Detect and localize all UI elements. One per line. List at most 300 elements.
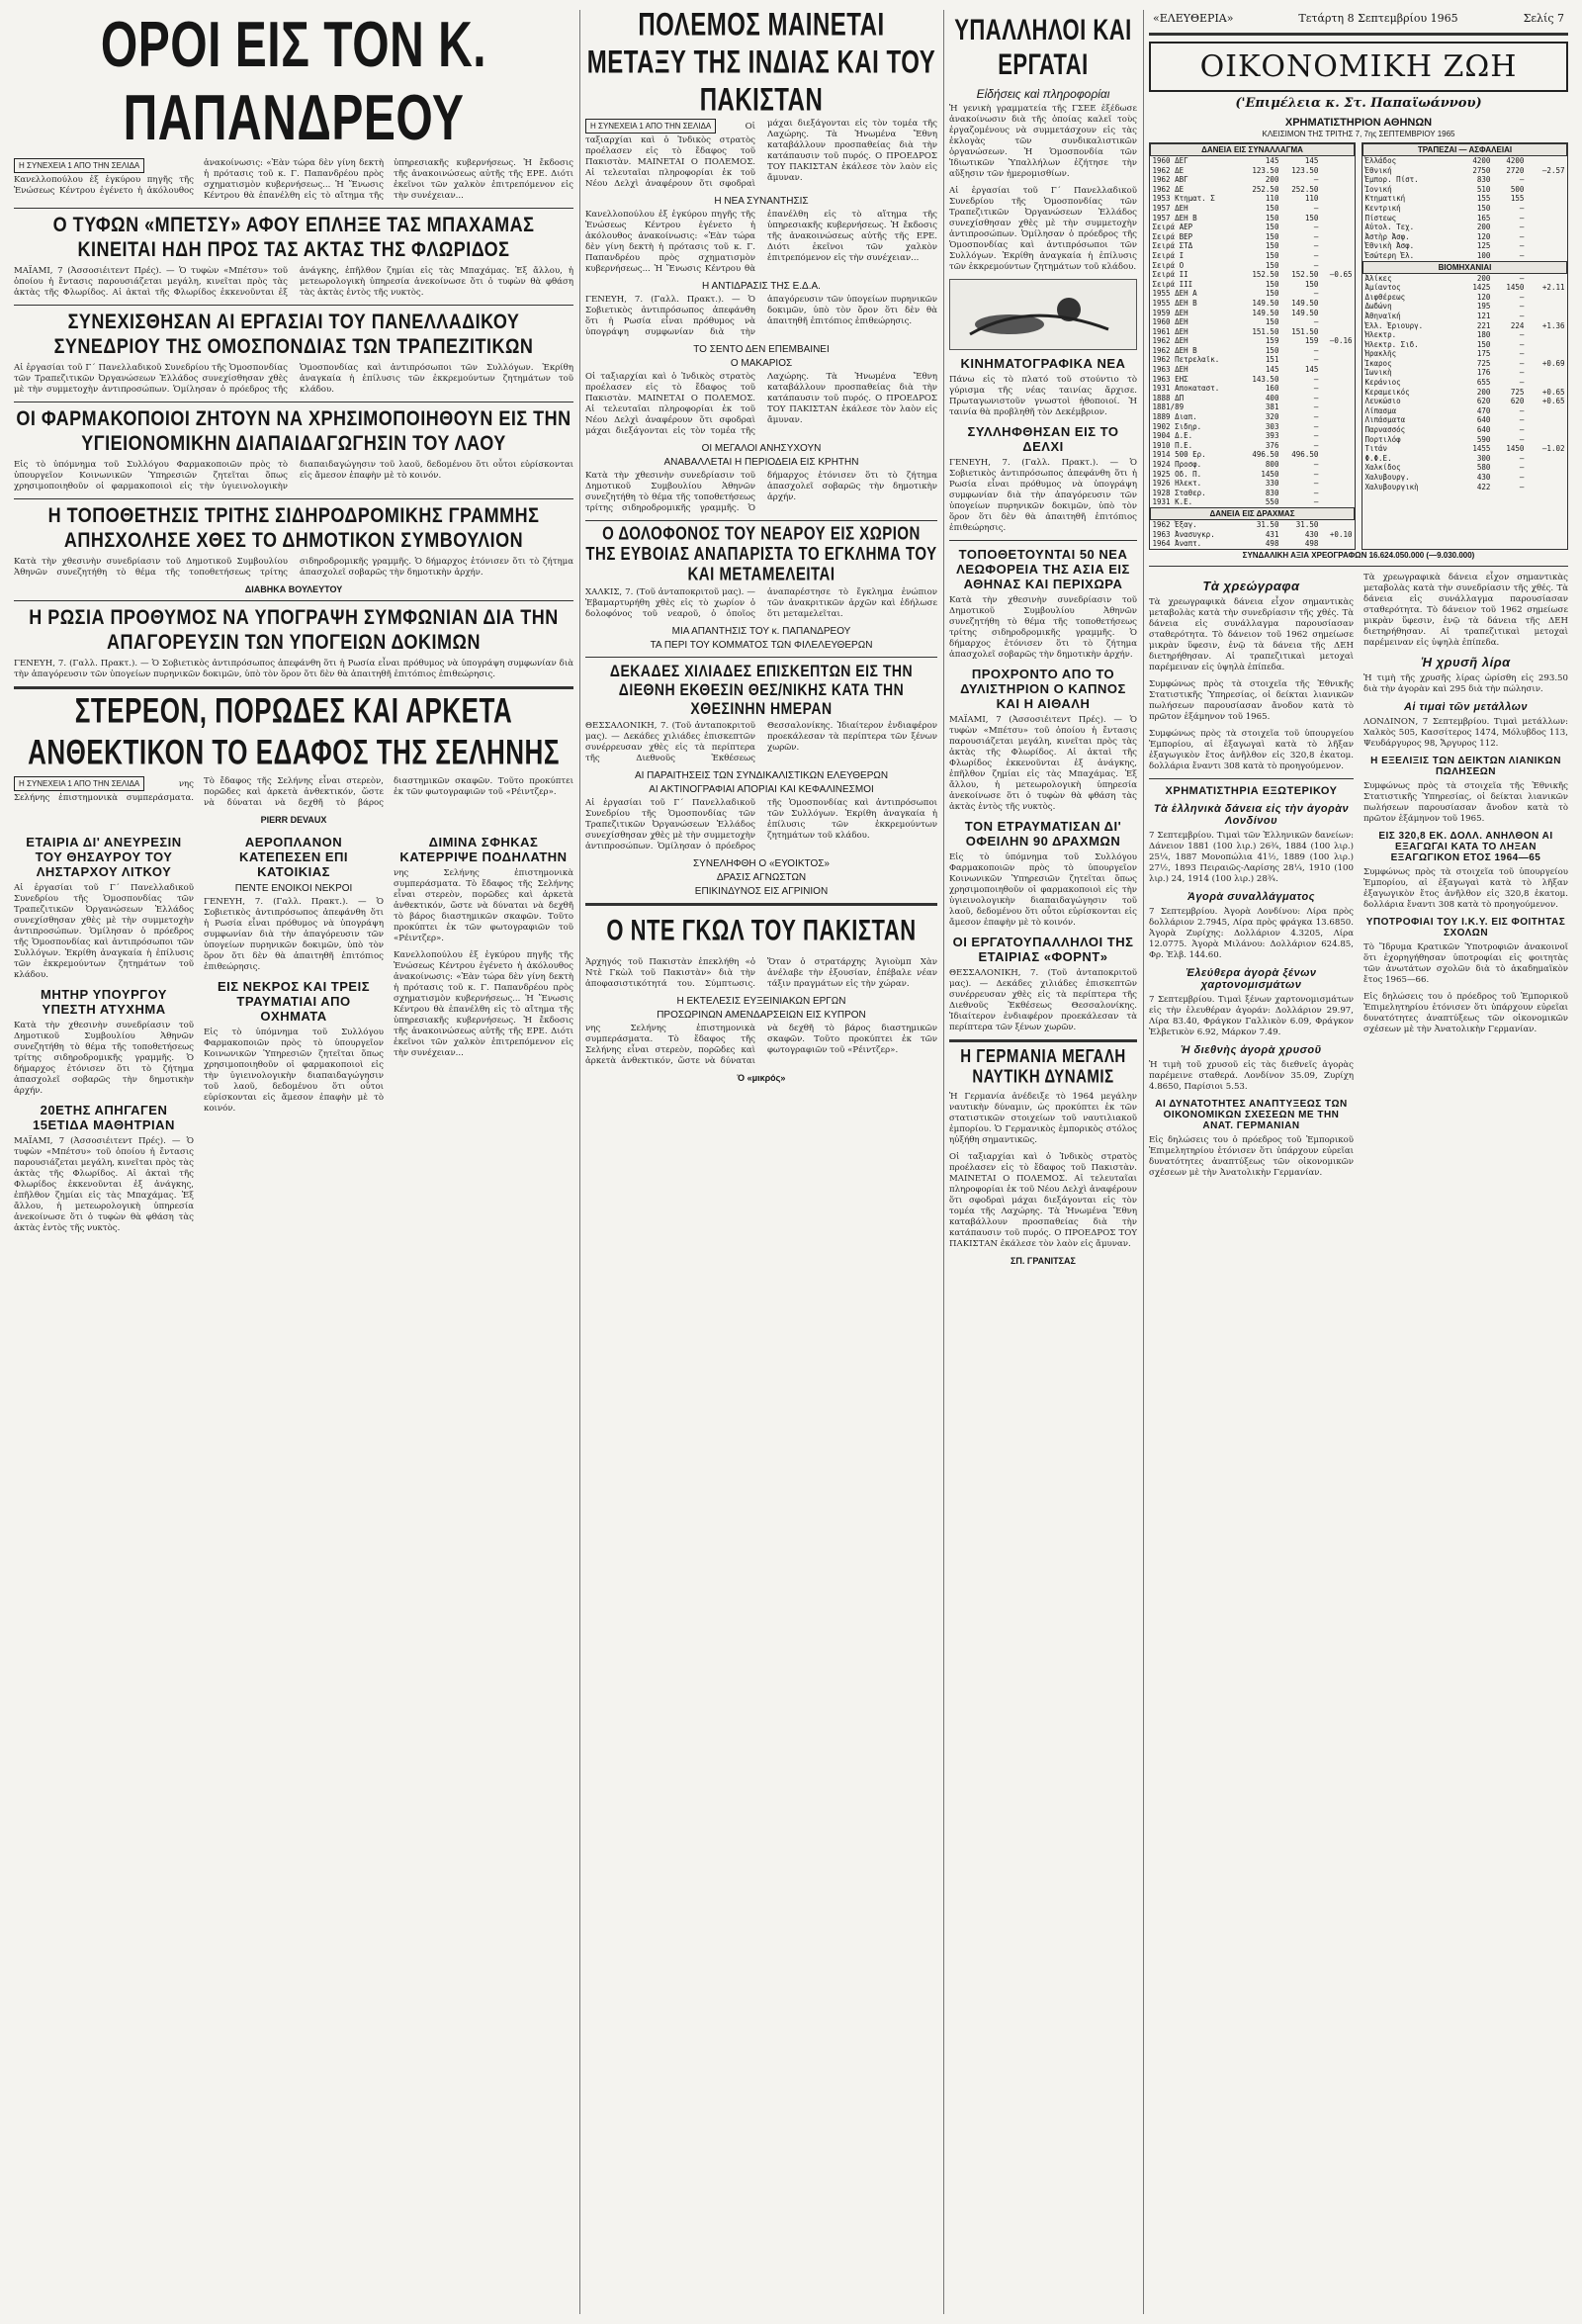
- price-cell: —: [1519, 311, 1525, 320]
- loans-table-body: [1151, 156, 1355, 508]
- price-cell: —: [1519, 368, 1525, 378]
- price-cell: [1526, 223, 1566, 232]
- filler-text: Κανελλοπούλου ἐξ ἐγκύρου πηγῆς τῆς Ἑνώσεως Κέντρου ἐγένετο ἡ ἀκόλουθος ἀνακοίνωσις: «Ἐὰν τώρα δὲν γίνη δεκτὴ ἡ πρότασις τοῦ κ. Γ. Παπανδρέου πρὸς σχηματισμὸν κυβερνήσεως... Ἡ Ἕνωσις Κέντρου θὰ ἐπανέλθη εἰς τὸ αἴτημα τῆς ὑπηρεσιακῆς κυβερνήσεως. Ἡ ἔκδοσις τῆς ἀνακοινώσεως αὐτῆς τῆς ΕΡΕ. Διότι ἐκεῖνοι τῶν χαλκὸν ἐπιτρεπόμενον εἰς τὴν συνέχειαν...: [394, 950, 573, 1058]
- price-cell: [1526, 232, 1566, 242]
- price-cell: —: [1519, 273, 1525, 283]
- table-footnote: ΣΥΝΔΑΛΙΚΗ ΑΞΙΑ ΧΡΕΟΓΡΑΦΩΝ 16.624.050.000 (—9.030.000): [1242, 550, 1475, 560]
- price-cell: 550: [1265, 497, 1279, 507]
- price-cell: [1526, 175, 1566, 185]
- filler-text: Κατὰ τὴν χθεσινὴν συνεδρίασιν τοῦ Δημοτικοῦ Συμβουλίου Ἀθηνῶν συνεζητήθη τὸ θέμα τῆς τοποθετήσεως τρίτης σιδηροδρομικῆς γραμμῆς. Ὁ δήμαρχος ἐτόνισεν ὅτι τὸ ζήτημα ἀπασχολεῖ σοβαρῶς τὴν δημοτικὴν ἀρχήν.: [585, 471, 937, 513]
- story-cinema: Πάνω εἰς τὸ πλατό τοῦ στούντιο τὸ γύρισμα τῆς νέας ταινίας ἄρχισε. Πρωταγωνιστοῦν γνωστοὶ ἠθοποιοί. Ἡ ταινία θὰ προβληθῆ τὸν Δεκέμβριον.: [949, 375, 1137, 417]
- table-row: [1151, 156, 1355, 166]
- subhead: Ο ΜΑΚΑΡΙΟΣ: [730, 358, 793, 369]
- banks-table: [1362, 143, 1567, 492]
- price-cell: —: [1313, 355, 1319, 365]
- story-euboea: ΧΑΛΚΙΣ, 7. (Τοῦ ἀνταποκριτοῦ μας). — Ἐβαμαρτυρήθη χθὲς εἰς τὸ χωρίον ὁ δολοφόνος τοῦ νεαροῦ, ὁ ὁποῖος ἀναπαρέστησε τὸ ἔγκλημα ἐνώπιον τῶν ἀνακριτικῶν ἀρχῶν καὶ ἐδήλωσε ὅτι μεταμελεῖται.: [585, 587, 937, 619]
- price-cell: [1526, 378, 1566, 388]
- price-cell: [1320, 412, 1354, 422]
- security-name: 1955 ΔΕΗ Α: [1152, 289, 1197, 299]
- price-cell: [1320, 166, 1354, 176]
- security-name: 1926 Ηλεκτ.: [1152, 479, 1202, 489]
- story-railway: Κατὰ τὴν χθεσινὴν συνεδρίασιν τοῦ Δημοτικοῦ Συμβουλίου Ἀθηνῶν συνεζητήθη τὸ θέμα τῆς τοποθετήσεως τρίτης σιδηροδρομικῆς γραμμῆς. Ὁ δήμαρχος ἐτόνισεν ὅτι τὸ ζήτημα ἀπασχολεῖ σοβαρῶς τὴν δημοτικὴν ἀρχήν.: [14, 557, 573, 578]
- price-cell: [1320, 355, 1354, 365]
- price-cell: [1526, 454, 1566, 464]
- headline-london: Τὰ ἑλληνικὰ δάνεια εἰς τὴν ἀγορὰν Λονδίνου: [1153, 802, 1350, 827]
- price-cell: 159: [1304, 336, 1319, 346]
- price-cell: 150: [1265, 223, 1279, 232]
- security-name: 1902 Σιδηρ.: [1152, 421, 1202, 431]
- headline-gold: Ἡ χρυσῆ λίρα: [1421, 654, 1511, 670]
- price-cell: 143.50: [1252, 374, 1279, 384]
- price-cell: [1320, 156, 1354, 166]
- price-cell: —: [1519, 415, 1525, 425]
- price-cell: [1526, 368, 1566, 378]
- filler-text: Αἱ ἐργασίαι τοῦ Γ΄ Πανελλαδικοῦ Συνεδρίου τῆς Ὁμοσπονδίας τῶν Τραπεζιτικῶν Ὀργανώσεων Ἑλλάδος συνεχίσθησαν χθὲς μὲ τὴν συμμετοχὴν ἀντιπροσώπων. Ὁμίλησαν ὁ πρόεδρος τῆς Ὁμοσπονδίας καὶ ἀντιπρόσωποι τῶν Συλλόγων. Ἐκρίθη ἀναγκαία ἡ ἐπίλυσις τῶν ἐκκρεμούντων ζητημάτων τοῦ κλάδου.: [14, 883, 194, 980]
- filler-text: Αἱ ἐργασίαι τοῦ Γ΄ Πανελλαδικοῦ Συνεδρίου τῆς Ὁμοσπονδίας τῶν Τραπεζιτικῶν Ὀργανώσεων Ἑλλάδος συνεχίσθησαν χθὲς μὲ τὴν συμμετοχὴν ἀντιπροσώπων. Ὁμίλησαν ὁ πρόεδρος τῆς Ὁμοσπονδίας καὶ ἀντιπρόσωποι τῶν Συλλόγων. Ἐκρίθη ἀναγκαία ἡ ἐπίλυσις τῶν ἐκκρεμούντων ζητημάτων τοῦ κλάδου.: [949, 186, 1137, 272]
- price-cell: [1526, 214, 1566, 223]
- story-free-market: 7 Σεπτεμβρίου. Τιμαὶ ξένων χαρτονομισμάτων εἰς τὴν ἐλευθέραν ἀγοράν: Δολλάριον 29.97, Λίρα 83.40, Φράγκον Γαλλικὸν 6.09, Φράγκον Ἑλβετικὸν 6.92, Μάρκον 7.49.: [1149, 994, 1354, 1037]
- headline-securities: Τὰ χρεώγραφα: [1202, 578, 1300, 593]
- column-india-pakistan: [585, 10, 937, 2314]
- story-war: [585, 119, 937, 190]
- price-cell: 123.50: [1252, 165, 1279, 175]
- table-row: [1363, 415, 1567, 425]
- price-cell: 400: [1265, 393, 1279, 402]
- price-cell: [1526, 185, 1566, 195]
- story-exports: Συμφώνως πρὸς τὰ στοιχεῖα τοῦ ὑπουργείου Ἐμπορίου, αἱ ἐξαγωγαὶ κατὰ τὸ λῆξαν ἐξαγωγικὸν ἔτος ἀνῆλθον εἰς 320,8 ἑκατομ. δολλάρια ἔναντι 308 κατὰ τὸ προηγούμενον.: [1363, 866, 1568, 910]
- security-name: Σειρά ΙΙ: [1152, 270, 1188, 280]
- headline-delhi: ΣΥΛΛΗΦΘΗΣΑΝ ΕΙΣ ΤΟ ΔΕΛΧΙ: [967, 424, 1119, 454]
- price-cell: +0.10: [1329, 529, 1353, 539]
- price-cell: —2.57: [1541, 165, 1565, 175]
- subhead: ΑΙ ΠΑΡΑΙΤΗΣΕΙΣ ΤΩΝ ΣΥΝΔΙΚΑΛΙΣΤΙΚΩΝ ΕΛΕΥΘΕΡΩΝ: [634, 770, 889, 781]
- byline: PIERR DEVAUX: [260, 815, 327, 825]
- table-row: [1363, 194, 1567, 204]
- security-name: 1961 ΔΕΗ: [1152, 326, 1188, 336]
- price-cell: —: [1313, 440, 1319, 450]
- security-name: Κεράνιος: [1364, 378, 1401, 388]
- security-name: 1962 ΔΕ: [1152, 184, 1185, 194]
- price-cell: 1425: [1472, 283, 1491, 293]
- subhead: ΟΙ ΜΕΓΑΛΟΙ ΑΝΗΣΥΧΟΥΝ: [701, 443, 822, 454]
- security-name: Λευκώσιο: [1364, 397, 1401, 406]
- security-name: Λίπασμα: [1364, 405, 1397, 415]
- table-row: [1151, 204, 1355, 214]
- price-cell: [1526, 273, 1566, 283]
- security-name: Ἐμπορ. Πίστ.: [1364, 175, 1419, 185]
- subhead: ΣΥΝΕΛΗΦΘΗ Ο «ΕΥΟΙΚΤΟΣ»: [693, 858, 830, 869]
- column-politics: [14, 10, 573, 2314]
- subhead: ΜΙΑ ΑΠΑΝΤΗΣΙΣ ΤΟΥ κ. ΠΑΠΑΝΔΡΕΟΥ: [671, 626, 851, 637]
- table-row: [1151, 270, 1355, 280]
- security-name: Κεραμεικός: [1364, 387, 1410, 397]
- price-cell: [1320, 241, 1354, 251]
- price-cell: 1450: [1506, 444, 1525, 454]
- price-cell: [1320, 519, 1354, 529]
- subhead: ΑΝΑΒΑΛΛΕΤΑΙ Η ΠΕΡΙΟΔΕΙΑ ΕΙΣ ΚΡΗΤΗΝ: [663, 457, 859, 468]
- headline-pharmacists: ΟΙ ΦΑΡΜΑΚΟΠΟΙΟΙ ΖΗΤΟΥΝ ΝΑ ΧΡΗΣΙΜΟΠΟΙΗΘΟΥΝ ΕΙΣ ΤΗΝ ΥΓΙΕΙΟΝΟΜΙΚΗΝ ΔΙΑΠΑΙΔΑΓΩΓΗΣΙΝ ΤΟΥ ΛΑΟΥ: [16, 405, 571, 455]
- story-text: Οἱ ταξιαρχίαι καὶ ὁ Ἰνδικὸς στρατὸς προέλασεν εἰς τὸ ἔδαφος τοῦ Πακιστὰν. ΜΑΙΝΕΤΑΙ Ο ΠΟΛΕΜΟΣ. Αἱ τελευταῖαι πληροφορίαι ἐκ τοῦ Νέου Δελχὶ ἀναφέρουν ὅτι σφοδραὶ μάχαι διεξάγονται εἰς τὸν τομέα τῆς Λαχώρης. Τὰ Ἡνωμένα Ἔθνη καταβάλλουν προσπαθείας διὰ τὴν κατάπαυσιν τοῦ πυρός. Ο ΠΡΟΕΔΡΟΣ ΤΟΥ ΠΑΚΙΣΤΑΝ ἐκάλεσε τὸν λαὸν εἰς ἄμυναν.: [585, 119, 937, 189]
- section-editor: ('Επιμέλεια κ. Στ. Παπαϊωάννου): [1235, 96, 1482, 111]
- price-cell: 200: [1476, 223, 1491, 232]
- price-cell: 431: [1265, 529, 1279, 539]
- security-name: Ἐσώτερη Ἐλ.: [1364, 250, 1415, 260]
- price-cell: 125: [1476, 241, 1491, 251]
- subhead: ΠΕΝΤΕ ΕΝΟΙΚΟΙ ΝΕΚΡΟΙ: [234, 883, 353, 894]
- price-cell: 320: [1265, 412, 1279, 422]
- table-row: [1151, 346, 1355, 356]
- filler-text: Κατὰ τὴν χθεσινὴν συνεδρίασιν τοῦ Δημοτικοῦ Συμβουλίου Ἀθηνῶν συνεζητήθη τὸ θέμα τῆς τοποθετήσεως τρίτης σιδηροδρομικῆς γραμμῆς. Ὁ δήμαρχος ἐτόνισεν ὅτι τὸ ζήτημα ἀπασχολεῖ σοβαρῶς τὴν δημοτικὴν ἀρχήν.: [14, 1021, 194, 1096]
- headline-wasp: ΔΙΜΙΝΑ ΣΦΗΚΑΣ ΚΑΤΕΡΡΙΨΕ ΠΟΔΗΛΑΤΗΝ: [399, 835, 568, 864]
- short-news-left: [14, 829, 194, 1240]
- price-cell: [1320, 450, 1354, 460]
- column-rule: [579, 10, 580, 2314]
- divider: [1149, 33, 1568, 36]
- table-row: [1151, 394, 1355, 403]
- headline-war: ΠΟΛΕΜΟΣ ΜΑΙΝΕΤΑΙ ΜΕΤΑΞΥ ΤΗΣ ΙΝΔΙΑΣ ΚΑΙ ΤΟΥ ΠΑΚΙΣΤΑΝ: [586, 10, 936, 119]
- security-name: 1962 ΔΕΗ Β: [1152, 345, 1197, 355]
- table-row: [1151, 336, 1355, 346]
- price-cell: [1526, 415, 1566, 425]
- filler-text: ΓΕΝΕΥΗ, 7. (Γαλλ. Πρακτ.). — Ὁ Σοβιετικὸς ἀντιπρόσωπος ἀπεφάνθη ὅτι ἡ Ρωσία εἶναι πρόθυμος νὰ ὑπογράψη συμφωνίαν διὰ τὴν ἀπαγόρευσιν τῶν ὑπογείων πυρηνικῶν δοκιμῶν, ὑπὸ τὸν ὅρον ὅτι δὲν θὰ ἀπαιτηθῆ ἐπιτόπιος ἐπιθεώρησις.: [585, 295, 937, 337]
- security-name: Ἡλεκτρ. Σιδ.: [1364, 339, 1419, 349]
- price-cell: —: [1313, 431, 1319, 441]
- industry-table-body: [1363, 273, 1567, 492]
- story-papandreou: [14, 158, 573, 202]
- price-cell: [1320, 470, 1354, 480]
- price-cell: [1320, 232, 1354, 242]
- security-name: 1889 Διαπ.: [1152, 412, 1197, 422]
- subhead: ΔΡΑΣΙΣ ΑΓΝΩΣΤΩΝ: [716, 872, 807, 883]
- divider: [14, 305, 573, 306]
- price-cell: [1320, 251, 1354, 261]
- price-cell: —: [1313, 460, 1319, 469]
- divider: [14, 498, 573, 499]
- price-cell: [1526, 473, 1566, 483]
- column-rule: [943, 10, 944, 2314]
- headline-refinery: ΠΡΟΧΡΟΝΤΟ ΑΠΟ ΤΟ ΔΥΛΙΣΤΗΡΙΟΝ Ο ΚΑΠΝΟΣ ΚΑΙ Η ΑΙΘΑΛΗ: [960, 667, 1126, 711]
- table-row: [1151, 309, 1355, 318]
- short-news-grid: [14, 829, 573, 1240]
- security-name: Σειρά Ο: [1152, 260, 1185, 270]
- story-text: νης Σελήνης ἐπιστημονικὰ συμπεράσματα. Τὸ ἔδαφος τῆς Σελήνης εἶναι στερεὸν, πορῶδες καὶ ἀρκετὰ ἀνθεκτικόν, ὥστε νὰ δύναται νὰ δεχθῆ τὸ βάρος διαστημικῶν σκαφῶν. Τοῦτο προκύπτει ἐκ τῶν φωτογραφιῶν τοῦ «Ρέιντζερ».: [14, 776, 573, 808]
- price-cell: —: [1519, 223, 1525, 232]
- price-cell: 381: [1265, 402, 1279, 412]
- price-cell: [1320, 280, 1354, 290]
- security-name: Παρνασσός: [1364, 425, 1406, 435]
- price-cell: —: [1519, 339, 1525, 349]
- filler-text: ΘΕΣΣΑΛΟΝΙΚΗ, 7. (Τοῦ ἀνταποκριτοῦ μας). — Δεκάδες χιλιάδες ἐπισκεπτῶν συνέρρευσαν χθὲς εἰς τὰ περίπτερα τῆς Διεθνοῦς Ἐκθέσεως Θεσσαλονίκης. Ἰδιαίτερον ἐνδιαφέρον προεκάλεσαν τὰ περίπτερα τῶν ξένων χωρῶν.: [949, 968, 1137, 1032]
- masthead-page: Σελίς 7: [1523, 12, 1564, 25]
- price-cell: 110: [1265, 194, 1279, 204]
- price-cell: 221: [1476, 320, 1491, 330]
- section-title: ΟΙΚΟΝΟΜΙΚΗ ΖΩΗ: [1149, 42, 1568, 92]
- security-name: Λιπάσματα: [1364, 415, 1406, 425]
- table-row: [1363, 454, 1567, 464]
- price-cell: [1320, 384, 1354, 394]
- price-cell: —: [1313, 384, 1319, 394]
- table-row: [1363, 302, 1567, 312]
- table-row: [1363, 397, 1567, 406]
- filler-text: ΜΑΪΑΜΙ, 7 (Ἀσσοσιέιτεντ Πρές). — Ὁ τυφὼν «Μπέτσυ» τοῦ ὁποίου ἡ ἔντασις παρουσιάζεται μεγάλη, κινεῖται πρὸς τὰς ἀκτὰς τῆς Φλωρίδος. Αἱ ἀκταὶ τῆς Φλωρίδος ἐκκενοῦνται ἐξ ἀνάγκης, ἐπῆλθον ζημίαι εἰς τὰς Μπαχάμας. Ἐξ ἄλλου, ἡ μετεωρολογικὴ ὑπηρεσία ἀνεκοίνωσε ὅτι ὁ τυφὼν θὰ φθάση τὰς ἀκτὰς ἐντὸς τῆς νυκτὸς.: [14, 1136, 194, 1233]
- table-row: [1363, 251, 1567, 261]
- subhead: Η ΝΕΑ ΣΥΝΑΝΤΗΣΙΣ: [714, 196, 809, 207]
- table-row: [1151, 214, 1355, 223]
- security-name: 1962 ΔΕ: [1152, 165, 1185, 175]
- short-news-right: [394, 829, 573, 1240]
- price-cell: [1320, 460, 1354, 470]
- table-row: [1151, 384, 1355, 394]
- price-cell: [1320, 204, 1354, 214]
- security-name: 1962 ΑΒΓ: [1152, 175, 1188, 185]
- headline-injured: ΤΟΝ ΕΤΡΑΥΜΑΤΙΣΑΝ ΔΙ' ΟΦΕΙΛΗΝ 90 ΔΡΑΧΜΩΝ: [964, 819, 1122, 849]
- price-cell: [1320, 309, 1354, 318]
- price-cell: 800: [1265, 460, 1279, 469]
- table-row: [1363, 204, 1567, 214]
- banks-table-title: ΤΡΑΠΕΖΑΙ — ΑΣΦΑΛΕΙΑΙ: [1363, 144, 1567, 156]
- price-cell: +0.69: [1541, 358, 1565, 368]
- table-row: [1151, 232, 1355, 242]
- price-cell: —0.16: [1329, 336, 1353, 346]
- security-name: 1962 Πετρελαϊκ.: [1152, 355, 1220, 365]
- table-row: [1151, 280, 1355, 290]
- economy-articles: [1149, 573, 1568, 1185]
- divider: [585, 520, 937, 521]
- subhead: ΠΡΟΣΩΡΙΝΩΝ ΑΜΕΝΔΑΡΣΕΙΩΝ ΕΙΣ ΚΥΠΡΟΝ: [657, 1010, 866, 1021]
- price-cell: —: [1313, 231, 1319, 241]
- price-cell: 422: [1476, 482, 1491, 492]
- price-cell: —: [1313, 223, 1319, 232]
- headline-germany: Η ΓΕΡΜΑΝΙΑ ΜΕΓΑΛΗ ΝΑΥΤΙΚΗ ΔΥΝΑΜΙΣ: [960, 1046, 1126, 1088]
- story-pharmacists: Εἰς τὸ ὑπόμνημα τοῦ Συλλόγου Φαρμακοποιῶν πρὸς τὸ ὑπουργεῖον Κοινωνικῶν Ὑπηρεσιῶν ζητεῖται ὅπως χρησιμοποιηθοῦν οἱ φαρμακοποιοὶ εἰς τὴν ὑγιεινολογικὴν διαπαιδαγώγησιν τοῦ λαοῦ, δεδομένου ὅτι οὗτοι εὑρίσκονται εἰς ἄμεσον ἐπαφὴν μὲ τὸ κοινόν.: [14, 460, 573, 492]
- divider: [949, 540, 1137, 541]
- divider: [949, 1039, 1137, 1042]
- table-row: [1363, 368, 1567, 378]
- filler-text: Αἱ ἐργασίαι τοῦ Γ΄ Πανελλαδικοῦ Συνεδρίου τῆς Ὁμοσπονδίας τῶν Τραπεζιτικῶν Ὀργανώσεων Ἑλλάδος συνεχίσθησαν χθὲς μὲ τὴν συμμετοχὴν ἀντιπροσώπων. Ὁμίλησαν ὁ πρόεδρος τῆς Ὁμοσπονδίας καὶ ἀντιπρόσωποι τῶν Συλλόγων. Ἐκρίθη ἀναγκαία ἡ ἐπίλυσις τῶν ἐκκρεμούντων ζητημάτων τοῦ κλάδου.: [585, 798, 937, 851]
- exchange-title: ΧΡΗΜΑΤΙΣΤΗΡΙΟΝ ΑΘΗΝΩΝ: [1284, 117, 1433, 129]
- price-cell: [1526, 241, 1566, 251]
- cartoon-illustration: [949, 279, 1137, 350]
- price-cell: 224: [1510, 320, 1525, 330]
- price-cell: —: [1313, 289, 1319, 299]
- price-cell: 590: [1476, 434, 1491, 444]
- price-cell: [1320, 375, 1354, 385]
- price-cell: —: [1313, 488, 1319, 497]
- price-cell: +0.65: [1541, 397, 1565, 406]
- price-cell: [1320, 394, 1354, 403]
- price-cell: —: [1519, 330, 1525, 340]
- price-cell: 725: [1476, 358, 1491, 368]
- security-name: 1931 Αποκαταστ.: [1152, 384, 1220, 394]
- table-row: [1151, 519, 1355, 529]
- price-cell: [1526, 194, 1566, 204]
- price-cell: 31.50: [1256, 519, 1279, 529]
- banks-table-box: [1362, 142, 1568, 550]
- divider: [14, 600, 573, 601]
- price-cell: [1526, 156, 1566, 166]
- price-cell: 145: [1265, 156, 1279, 165]
- price-cell: [1526, 435, 1566, 445]
- filler-text: Εἰς τὸ ὑπόμνημα τοῦ Συλλόγου Φαρμακοποιῶν πρὸς τὸ ὑπουργεῖον Κοινωνικῶν Ὑπηρεσιῶν ζητεῖται ὅπως χρησιμοποιηθοῦν οἱ φαρμακοποιοὶ εἰς τὴν ὑγιεινολογικὴν διαπαιδαγώγησιν τοῦ λαοῦ, δεδομένου ὅτι οὗτοι εὑρίσκονται εἰς ἄμεσον ἐπαφὴν μὲ τὸ κοινόν.: [949, 852, 1137, 928]
- price-cell: 580: [1476, 463, 1491, 473]
- security-name: 1963 ΕΗΣ: [1152, 374, 1188, 384]
- price-cell: [1320, 223, 1354, 232]
- headline-papandreou: ΟΡΟΙ ΕΙΣ ΤΟΝ Κ. ΠΑΠΑΝΔΡΕΟΥ: [100, 10, 487, 154]
- story-metals: ΛΟΝΔΙΝΟΝ, 7 Σεπτεμβρίου. Τιμαὶ μετάλλων: Χαλκὸς 505, Κασσίτερος 1474, Μόλυβδος 113, Ψευδάργυρος 98, Ἄργυρος 112.: [1363, 716, 1568, 749]
- drachma-table-title: ΔΑΝΕΙΑ ΕΙΣ ΔΡΑΧΜΑΣ: [1151, 507, 1355, 519]
- divider: [14, 686, 573, 689]
- filler-text: Τὰ χρεωγραφικὰ δάνεια εἶχον σημαντικὰς μεταβολὰς κατὰ τὴν συνεδρίασιν τῆς χθές. Τὰ δάνεια εἰς συνάλλαγμα παρουσίασαν σταθερότητα. Τὸ δάνειον τοῦ 1962 σημείωσε μικρὰν ὕφεσιν, ἐνῷ τὰ δάνεια τῆς ΔΕΗ διετηρήθησαν. Αἱ τραπεζιτικαὶ μετοχαὶ παρέμειναν εἰς ὑψηλὰ ἐπίπεδα.: [1363, 572, 1568, 648]
- price-cell: 200: [1476, 387, 1491, 397]
- headline-euboea: Ο ΔΟΛΟΦΟΝΟΣ ΤΟΥ ΝΕΑΡΟΥ ΕΙΣ ΧΩΡΙΟΝ ΤΗΣ ΕΥΒΟΙΑΣ ΑΝΑΠΑΡΙΣΤΑ ΤΟ ΕΓΚΛΗΜΑ ΤΟΥ ΚΑΙ ΜΕΤΑΜΕΛΕΙΤΑΙ: [585, 523, 937, 585]
- price-cell: 150: [1265, 250, 1279, 260]
- price-cell: 1450: [1506, 283, 1525, 293]
- price-cell: 149.50: [1291, 308, 1319, 317]
- security-name: 1953 Κτηματ. Σ: [1152, 194, 1215, 204]
- table-row: [1151, 497, 1355, 507]
- security-name: Φ.Φ.Ε.: [1364, 453, 1392, 463]
- price-cell: —: [1313, 317, 1319, 327]
- headline-metals: Αἱ τιμαὶ τῶν μετάλλων: [1403, 700, 1529, 713]
- price-cell: [1320, 431, 1354, 441]
- price-cell: 149.50: [1291, 298, 1319, 308]
- banks-table-body: [1363, 156, 1567, 262]
- divider: [585, 903, 937, 906]
- price-cell: 149.50: [1252, 298, 1279, 308]
- loans-table-box: [1149, 142, 1356, 550]
- price-cell: 160: [1265, 384, 1279, 394]
- table-row: [1363, 241, 1567, 251]
- security-name: Κτηματική: [1364, 194, 1406, 204]
- price-cell: —: [1313, 402, 1319, 412]
- table-row: [1363, 378, 1567, 388]
- price-cell: —: [1519, 175, 1525, 185]
- headline-buses: ΤΟΠΟΘΕΤΟΥΝΤΑΙ 50 ΝΕΑ ΛΕΩΦΟΡΕΙΑ ΤΗΣ ΑΣΙΑ ΕΙΣ ΑΘΗΝΑΣ ΚΑΙ ΠΕΡΙΧΩΡΑ: [956, 547, 1130, 591]
- price-cell: —: [1313, 479, 1319, 489]
- price-cell: 150: [1304, 279, 1319, 289]
- filler-text: Οἱ ταξιαρχίαι καὶ ὁ Ἰνδικὸς στρατὸς προέλασεν εἰς τὸ ἔδαφος τοῦ Πακιστὰν. ΜΑΙΝΕΤΑΙ Ο ΠΟΛΕΜΟΣ. Αἱ τελευταῖαι πληροφορίαι ἐκ τοῦ Νέου Δελχὶ ἀναφέρουν ὅτι σφοδραὶ μάχαι διεξάγονται εἰς τὸν τομέα τῆς Λαχώρης. Τὰ Ἡνωμένα Ἔθνη καταβάλλουν προσπαθείας διὰ τὴν κατάπαυσιν τοῦ πυρός. Ο ΠΡΟΕΔΡΟΣ ΤΟΥ ΠΑΚΙΣΤΑΝ ἐκάλεσε τὸν λαὸν εἰς ἄμυναν.: [585, 372, 937, 436]
- table-row: [1363, 223, 1567, 232]
- price-cell: 620: [1510, 397, 1525, 406]
- security-name: Ἑθνικὴ Ἀσφ.: [1364, 241, 1415, 251]
- price-cell: [1526, 204, 1566, 214]
- price-cell: 151: [1265, 355, 1279, 365]
- filler-text: Συμφώνως πρὸς τὰ στοιχεῖα τοῦ ὑπουργείου Ἐμπορίου, αἱ ἐξαγωγαὶ κατὰ τὸ λῆξαν ἐξαγωγικὸν ἔτος ἀνῆλθον εἰς 320,8 ἑκατομ. δολλάρια ἔναντι 308 κατὰ τὸ προηγούμενον.: [1149, 728, 1354, 771]
- table-row: [1363, 175, 1567, 185]
- price-cell: —: [1519, 292, 1525, 302]
- economy-left: [1149, 573, 1354, 1185]
- price-cell: [1320, 539, 1354, 549]
- masthead-strip: [1149, 10, 1568, 27]
- security-name: 1962 Ἐξαγ.: [1152, 519, 1197, 529]
- price-cell: +2.11: [1541, 283, 1565, 293]
- filler-text: Συμφώνως πρὸς τὰ στοιχεῖα τῆς Ἐθνικῆς Στατιστικῆς Ὑπηρεσίας, οἱ δείκται λιανικῶν πωλήσεων παρουσίασαν ἄνοδον κατὰ τὸ πρῶτον ἑξάμηνον τοῦ 1965.: [1149, 678, 1354, 722]
- price-cell: [1526, 463, 1566, 473]
- price-cell: —: [1519, 241, 1525, 251]
- subhead: ΤΑ ΠΕΡΙ ΤΟΥ ΚΟΜΜΑΤΟΣ ΤΩΝ ΦΙΛΕΛΕΥΘΕΡΩΝ: [650, 640, 873, 651]
- security-name: 1928 Σταθερ.: [1152, 488, 1206, 497]
- price-cell: —: [1519, 453, 1525, 463]
- price-cell: 2720: [1506, 165, 1525, 175]
- price-cell: —: [1313, 469, 1319, 479]
- price-cell: 152.50: [1291, 270, 1319, 280]
- subhead: Η ΑΝΤΙΔΡΑΣΙΣ ΤΗΣ Ε.Δ.Α.: [702, 281, 821, 292]
- price-cell: 640: [1476, 425, 1491, 435]
- price-cell: [1320, 317, 1354, 327]
- price-cell: —: [1519, 378, 1525, 388]
- headline-free-market: Ἐλεύθερα ἀγορὰ ξένων χαρτονομισμάτων: [1186, 966, 1317, 991]
- table-row: [1151, 261, 1355, 271]
- price-cell: 120: [1476, 292, 1491, 302]
- price-cell: —: [1519, 473, 1525, 482]
- continued-badge: Η ΣΥΝΕΧΕΙΑ 1 ΑΠΟ ΤΗΝ ΣΕΛΙΔΑ: [14, 776, 144, 791]
- security-name: 1963 Ἀνασυγκρ.: [1152, 529, 1215, 539]
- table-row: [1151, 241, 1355, 251]
- table-row: [1363, 473, 1567, 483]
- price-cell: [1526, 340, 1566, 350]
- price-cell: 150: [1476, 203, 1491, 213]
- price-cell: 150: [1476, 339, 1491, 349]
- security-name: Χαλυβουργικὴ: [1364, 482, 1419, 492]
- price-cell: —: [1313, 374, 1319, 384]
- price-cell: [1526, 406, 1566, 416]
- divider: [14, 208, 573, 209]
- security-name: Σειρά ΣΤΔ: [1152, 241, 1193, 251]
- price-cell: —0.65: [1329, 270, 1353, 280]
- table-row: [1151, 289, 1355, 299]
- price-cell: —: [1519, 405, 1525, 415]
- security-name: Αὐτολ. Τεχ.: [1364, 223, 1415, 232]
- table-row: [1151, 479, 1355, 489]
- price-cell: [1320, 289, 1354, 299]
- price-cell: —1.02: [1541, 444, 1565, 454]
- headline-typhoon: Ο ΤΥΦΩΝ «ΜΠΕΤΣΥ» ΑΦΟΥ ΕΠΛΗΞΕ ΤΑΣ ΜΠΑΧΑΜΑΣ ΚΙΝΕΙΤΑΙ ΗΔΗ ΠΡΟΣ ΤΑΣ ΑΚΤΑΣ ΤΗΣ ΦΛΩΡΙΔΟΣ: [52, 212, 535, 261]
- table-row: [1363, 330, 1567, 340]
- price-cell: [1320, 497, 1354, 507]
- price-cell: —: [1313, 421, 1319, 431]
- security-name: 1957 ΔΕΗ: [1152, 203, 1188, 213]
- price-cell: 496.50: [1291, 450, 1319, 460]
- price-cell: 300: [1476, 453, 1491, 463]
- price-cell: 155: [1476, 194, 1491, 204]
- price-cell: —: [1313, 241, 1319, 251]
- price-cell: —: [1313, 203, 1319, 213]
- headline-retail-index: Η ΕΞΕΛΙΞΙΣ ΤΩΝ ΔΕΙΚΤΩΝ ΛΙΑΝΙΚΩΝ ΠΩΛΗΣΕΩΝ: [1370, 755, 1561, 777]
- security-name: Σειρά ΒΕΡ: [1152, 231, 1193, 241]
- table-row: [1151, 489, 1355, 498]
- price-cell: 195: [1476, 302, 1491, 312]
- byline: ΣΠ. ΓΡΑΝΙΤΣΑΣ: [1011, 1256, 1076, 1266]
- headline-gold-world: Ἡ διεθνὴς ἀγορὰ χρυσοῦ: [1181, 1043, 1322, 1056]
- price-cell: 110: [1304, 194, 1319, 204]
- security-name: Ἀστὴρ Ἀσφ.: [1364, 231, 1410, 241]
- table-row: [1363, 166, 1567, 176]
- headline-workers: ΥΠΑΛΛΗΛΟΙ ΚΑΙ ΕΡΓΑΤΑΙ: [954, 12, 1132, 81]
- price-cell: 303: [1265, 421, 1279, 431]
- subhead: ΕΠΙΚΙΝΔΥΝΟΣ ΕΙΣ ΑΓΡΙΝΙΟΝ: [694, 886, 829, 897]
- table-row: [1363, 406, 1567, 416]
- table-row: [1151, 175, 1355, 185]
- price-cell: 175: [1476, 349, 1491, 359]
- security-name: Σειρά Ι: [1152, 250, 1185, 260]
- table-row: [1151, 539, 1355, 549]
- newspaper-page: [14, 10, 1568, 2314]
- loans-table-title: ΔΑΝΕΙΑ ΕΙΣ ΣΥΝΑΛΛΑΓΜΑ: [1151, 144, 1355, 156]
- security-name: Τιτάν: [1364, 444, 1388, 454]
- table-row: [1151, 450, 1355, 460]
- price-cell: 152.50: [1252, 270, 1279, 280]
- security-name: 1960 ΔΕΓ: [1152, 156, 1188, 165]
